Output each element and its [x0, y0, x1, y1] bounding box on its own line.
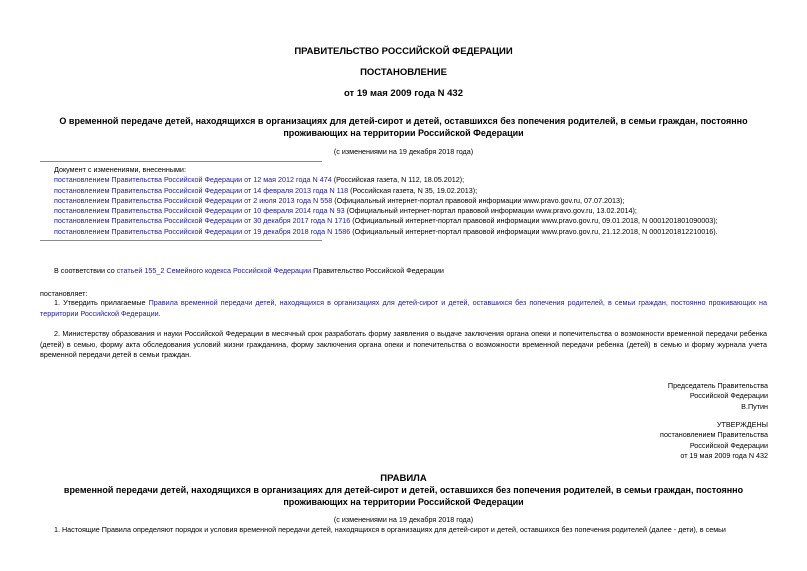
government-heading: ПРАВИТЕЛЬСТВО РОССИЙСКОЙ ФЕДЕРАЦИИ — [294, 46, 513, 57]
amendment-link[interactable]: постановлением Правительства Российской Федерации от 14 февраля 2013 года N 118 — [54, 185, 349, 195]
amendment-source: (Российская газета, N 35, 19.02.2013); — [348, 185, 478, 195]
resolves-label: постановляет: — [40, 289, 88, 298]
rules-revision-note: (с изменениями на 19 декабря 2018 года) — [333, 515, 474, 524]
signature-country: Российской Федерации — [689, 391, 768, 401]
amendment-link[interactable]: постановлением Правительства Российской Федерации от 19 декабря 2018 года N 1586 — [54, 226, 351, 236]
amendment-link[interactable]: постановлением Правительства Российской Федерации от 12 мая 2012 года N 474 — [54, 175, 332, 185]
amendment-item — [54, 175, 774, 185]
amendment-link[interactable]: постановлением Правительства Российской Федерации от 10 февраля 2014 года N 93 — [54, 206, 345, 216]
document-title-line1: О временной передаче детей, находящихся в организациях для детей-сирот и детей, оставшихся без попечения родителей, в семьи граждан, постоянно — [59, 116, 748, 126]
family-code-link[interactable]: статьей 155_2 Семейного кодекса Российской Федерации — [116, 266, 312, 275]
rules-title-line1: временной передачи детей, находящихся в организациях для детей-сирот и детей, оставшихся без попечения родителей, в семьи граждан, постоянно — [63, 485, 744, 495]
amendment-item — [54, 227, 774, 237]
divider-bottom — [40, 240, 322, 241]
basis-paragraph — [54, 266, 774, 276]
amendment-source: (Официальный интернет-портал правовой информации www.pravo.gov.ru, 07.07.2013); — [332, 195, 625, 205]
amendments-block — [54, 165, 774, 237]
point-1 — [40, 298, 767, 319]
amendment-link[interactable]: постановлением Правительства Российской Федерации от 30 декабря 2017 года N 1716 — [54, 216, 351, 226]
signature-block — [500, 381, 768, 412]
date-number: от 19 мая 2009 года N 432 — [343, 88, 464, 99]
document-title-line2: проживающих на территории Российской Федерации — [283, 128, 524, 138]
doc-type-heading: ПОСТАНОВЛЕНИЕ — [360, 67, 447, 78]
amendment-source: (Официальный интернет-портал правовой информации www.pravo.gov.ru, 09.01.2018, N 0001201801090003); — [350, 216, 718, 226]
signature-name: В.Путин — [741, 401, 768, 411]
amendment-item — [54, 196, 774, 206]
rules-point-1: 1. Настоящие Правила определяют порядок и условия временной передачи детей, находящихся в организациях для детей-сирот и детей, оставшихся без попечения родителей (далее - дети), в семьи — [54, 525, 726, 534]
point-1-suffix: . — [158, 308, 161, 318]
revision-note: (с изменениями на 19 декабря 2018 года) — [333, 147, 474, 156]
approved-by: постановлением Правительства — [660, 430, 768, 440]
amendment-link[interactable]: постановлением Правительства Российской Федерации от 2 июля 2013 года N 558 — [54, 195, 333, 205]
amendment-item — [54, 206, 774, 216]
approved-date: от 19 мая 2009 года N 432 — [680, 450, 768, 460]
amendment-source: (Российская газета, N 112, 18.05.2012); — [331, 175, 465, 185]
amendments-intro: Документ с изменениями, внесенными: — [54, 165, 186, 174]
amendment-item — [54, 216, 774, 226]
divider-top — [40, 161, 322, 162]
approved-block — [500, 420, 768, 461]
point-2: 2. Министерству образования и науки Российской Федерации в месячный срок разработать форму заявления о выдаче заключения органа опеки и попечительства о возможности временной передачи ребенка (детей) в семью, форму акта обследования условий жизни гражданина, форму заключения органа опеки и попечительства о возможности временной передачи ребенка (детей) в семью и форму журнала учета временной передачи детей в семьи граждан. — [40, 329, 767, 360]
approved-country: Российской Федерации — [689, 440, 768, 450]
rules-title-line2: проживающих на территории Российской Федерации — [283, 497, 524, 507]
approved-heading: УТВЕРЖДЕНЫ — [716, 420, 768, 429]
point-1-prefix: 1. Утвердить прилагаемые — [54, 298, 149, 307]
amendment-source: (Официальный интернет-портал правовой информации www.pravo.gov.ru, 21.12.2018, N 0001201812210016). — [350, 226, 718, 236]
signature-position: Председатель Правительства — [667, 381, 768, 390]
amendment-item — [54, 186, 774, 196]
rules-link[interactable]: Правила временной передачи детей, находящихся в организациях для детей-сирот и детей, оставшихся без попечения родителей, в семьи граждан, постоянно проживающих на территории Российской Федерации — [40, 298, 767, 318]
basis-prefix: В соответствии со — [54, 266, 117, 275]
basis-suffix: Правительство Российской Федерации — [311, 266, 444, 275]
rules-heading: ПРАВИЛА — [380, 473, 427, 484]
amendment-source: (Официальный интернет-портал правовой информации www.pravo.gov.ru, 13.02.2014); — [344, 206, 637, 216]
